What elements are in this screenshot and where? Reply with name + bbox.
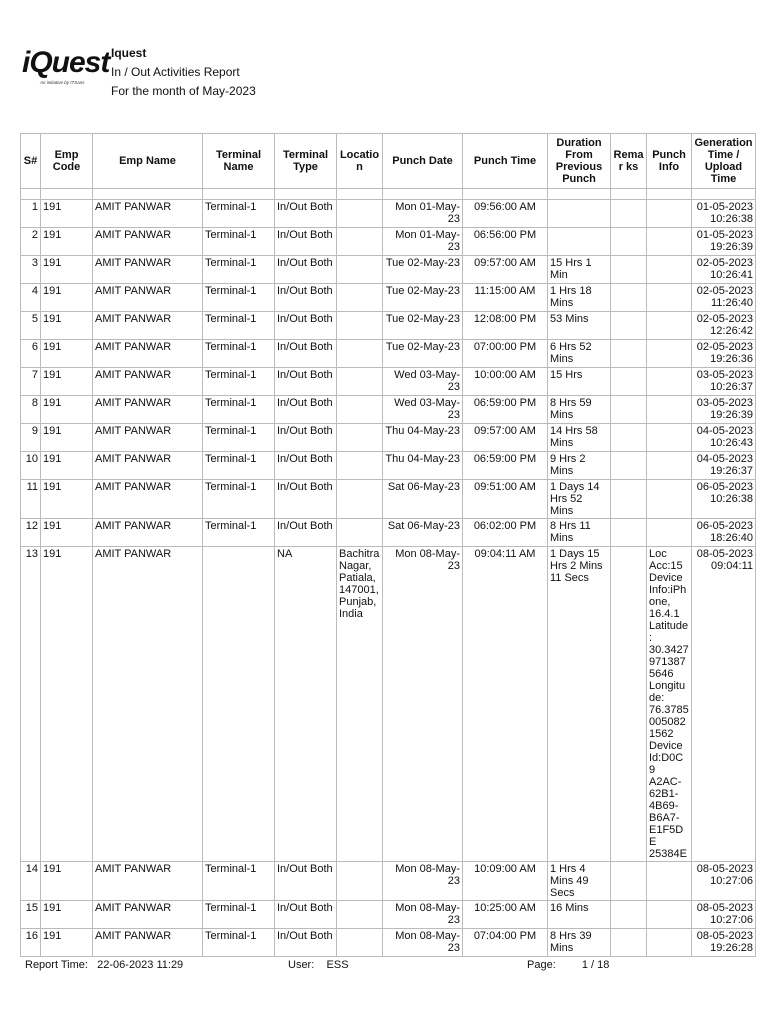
cell-remarks [611,547,647,862]
cell-location [337,519,383,547]
cell-terminal-name: Terminal-1 [203,228,275,256]
cell-emp-name: AMIT PANWAR [93,228,203,256]
cell-terminal-name: Terminal-1 [203,480,275,519]
table-row [21,929,756,957]
cell-remarks [611,424,647,452]
cell-generation-time: 02-05-2023 10:26:41 [692,256,756,284]
header-spacer [21,189,756,200]
cell-terminal-type: In/Out Both [275,929,337,957]
cell-emp-code: 191 [41,312,93,340]
cell-punch-date: Mon 08-May-23 [383,862,463,901]
cell-terminal-name: Terminal-1 [203,312,275,340]
cell-punch-time: 12:08:00 PM [463,312,548,340]
cell-remarks [611,862,647,901]
cell-duration: 16 Mins [548,901,611,929]
cell-location [337,256,383,284]
report-period: For the month of May-2023 [111,84,256,98]
cell-location [337,480,383,519]
cell-emp-name: AMIT PANWAR [93,340,203,368]
cell-duration: 9 Hrs 2 Mins [548,452,611,480]
cell-punch-time: 09:57:00 AM [463,256,548,284]
cell-punch-date: Mon 08-May-23 [383,547,463,862]
cell-punch-info [647,519,692,547]
cell-emp-code: 191 [41,256,93,284]
cell-remarks [611,901,647,929]
cell-punch-time: 06:56:00 PM [463,228,548,256]
cell-terminal-type: In/Out Both [275,200,337,228]
logo-tagline: An initiative by ITSans [40,80,85,85]
table-row [21,200,756,228]
cell-punch-date: Wed 03-May-23 [383,396,463,424]
cell-terminal-type: In/Out Both [275,862,337,901]
cell-generation-time: 08-05-2023 10:27:06 [692,901,756,929]
cell-generation-time: 02-05-2023 11:26:40 [692,284,756,312]
cell-punch-date: Tue 02-May-23 [383,340,463,368]
table-row [21,368,756,396]
cell-generation-time: 04-05-2023 10:26:43 [692,424,756,452]
cell-emp-name: AMIT PANWAR [93,200,203,228]
cell-punch-info [647,200,692,228]
cell-sn: 16 [21,929,41,957]
col-header-duration: Duration From Previous Punch [548,134,611,189]
cell-punch-info [647,368,692,396]
cell-duration: 1 Hrs 4 Mins 49 Secs [548,862,611,901]
cell-terminal-type: In/Out Both [275,256,337,284]
cell-emp-name: AMIT PANWAR [93,480,203,519]
cell-emp-code: 191 [41,284,93,312]
col-header-punch-time: Punch Time [463,134,548,189]
cell-sn: 3 [21,256,41,284]
col-header-remarks: Remar ks [611,134,647,189]
cell-punch-date: Thu 04-May-23 [383,424,463,452]
cell-punch-info [647,228,692,256]
cell-terminal-name: Terminal-1 [203,200,275,228]
col-header-punch-date: Punch Date [383,134,463,189]
cell-emp-name: AMIT PANWAR [93,452,203,480]
cell-emp-code: 191 [41,368,93,396]
cell-duration: 1 Days 15 Hrs 2 Mins 11 Secs [548,547,611,862]
footer-user [288,959,349,971]
cell-punch-time: 07:04:00 PM [463,929,548,957]
cell-sn: 14 [21,862,41,901]
cell-punch-time: 09:56:00 AM [463,200,548,228]
cell-generation-time: 08-05-2023 19:26:28 [692,929,756,957]
table-row [21,547,756,862]
cell-terminal-name: Terminal-1 [203,862,275,901]
cell-terminal-name: Terminal-1 [203,284,275,312]
cell-terminal-name [203,547,275,862]
page-value: 1 / 18 [581,959,610,971]
cell-emp-code: 191 [41,519,93,547]
cell-sn: 9 [21,424,41,452]
cell-punch-info [647,256,692,284]
cell-punch-date: Mon 08-May-23 [383,929,463,957]
cell-emp-code: 191 [41,228,93,256]
cell-terminal-name: Terminal-1 [203,368,275,396]
report-title: In / Out Activities Report [111,65,240,79]
cell-remarks [611,312,647,340]
col-header-generation-time: Generation Time / Upload Time [692,134,756,189]
cell-punch-time: 09:57:00 AM [463,424,548,452]
table-row [21,452,756,480]
cell-terminal-name: Terminal-1 [203,396,275,424]
cell-generation-time: 02-05-2023 19:26:36 [692,340,756,368]
cell-punch-time: 09:04:11 AM [463,547,548,862]
table-row [21,228,756,256]
cell-remarks [611,200,647,228]
cell-emp-code: 191 [41,862,93,901]
cell-location [337,200,383,228]
cell-remarks [611,480,647,519]
table-row [21,312,756,340]
cell-sn: 4 [21,284,41,312]
col-header-sn: S# [21,134,41,189]
cell-terminal-name: Terminal-1 [203,929,275,957]
cell-duration: 8 Hrs 11 Mins [548,519,611,547]
cell-duration [548,200,611,228]
col-header-terminal-type: Terminal Type [275,134,337,189]
cell-sn: 6 [21,340,41,368]
cell-sn: 1 [21,200,41,228]
cell-terminal-name: Terminal-1 [203,519,275,547]
cell-location: Bachitra Nagar, Patiala, 147001, Punjab, India [337,547,383,862]
cell-sn: 11 [21,480,41,519]
cell-emp-name: AMIT PANWAR [93,929,203,957]
cell-emp-name: AMIT PANWAR [93,862,203,901]
cell-punch-time: 10:09:00 AM [463,862,548,901]
cell-sn: 12 [21,519,41,547]
cell-punch-date: Tue 02-May-23 [383,312,463,340]
cell-location [337,862,383,901]
cell-emp-name: AMIT PANWAR [93,547,203,862]
col-header-location: Location [337,134,383,189]
cell-terminal-type: In/Out Both [275,901,337,929]
cell-punch-date: Thu 04-May-23 [383,452,463,480]
report-time-value: 22-06-2023 11:29 [97,959,184,971]
table-row [21,256,756,284]
col-header-emp-name: Emp Name [93,134,203,189]
cell-emp-code: 191 [41,452,93,480]
cell-punch-info [647,340,692,368]
cell-remarks [611,396,647,424]
cell-duration: 6 Hrs 52 Mins [548,340,611,368]
cell-terminal-name: Terminal-1 [203,424,275,452]
cell-punch-time: 06:59:00 PM [463,396,548,424]
cell-emp-code: 191 [41,547,93,862]
cell-emp-code: 191 [41,396,93,424]
table-row [21,424,756,452]
cell-emp-name: AMIT PANWAR [93,284,203,312]
cell-emp-code: 191 [41,340,93,368]
cell-punch-time: 10:25:00 AM [463,901,548,929]
table-header-row [21,134,756,189]
cell-emp-code: 191 [41,424,93,452]
cell-remarks [611,929,647,957]
cell-generation-time: 08-05-2023 10:27:06 [692,862,756,901]
cell-emp-name: AMIT PANWAR [93,256,203,284]
cell-remarks [611,256,647,284]
cell-sn: 7 [21,368,41,396]
cell-punch-date: Tue 02-May-23 [383,284,463,312]
col-header-emp-code: Emp Code [41,134,93,189]
table-row [21,340,756,368]
cell-emp-code: 191 [41,929,93,957]
cell-generation-time: 06-05-2023 10:26:38 [692,480,756,519]
cell-remarks [611,284,647,312]
cell-punch-info [647,284,692,312]
cell-generation-time: 01-05-2023 19:26:39 [692,228,756,256]
cell-terminal-type: NA [275,547,337,862]
cell-location [337,396,383,424]
report-time-label: Report Time: [25,959,88,971]
cell-punch-date: Mon 08-May-23 [383,901,463,929]
cell-terminal-name: Terminal-1 [203,452,275,480]
cell-duration [548,228,611,256]
table-row [21,901,756,929]
cell-terminal-type: In/Out Both [275,340,337,368]
cell-terminal-name: Terminal-1 [203,256,275,284]
cell-remarks [611,519,647,547]
cell-generation-time: 08-05-2023 09:04:11 [692,547,756,862]
cell-remarks [611,368,647,396]
cell-generation-time: 03-05-2023 19:26:39 [692,396,756,424]
cell-punch-date: Tue 02-May-23 [383,256,463,284]
cell-remarks [611,340,647,368]
cell-emp-code: 191 [41,480,93,519]
cell-location [337,929,383,957]
col-header-punch-info: Punch Info [647,134,692,189]
footer-page [527,959,609,971]
cell-sn: 2 [21,228,41,256]
cell-terminal-type: In/Out Both [275,368,337,396]
cell-punch-info [647,312,692,340]
cell-duration: 8 Hrs 59 Mins [548,396,611,424]
cell-punch-time: 10:00:00 AM [463,368,548,396]
cell-duration: 1 Days 14 Hrs 52 Mins [548,480,611,519]
cell-sn: 10 [21,452,41,480]
user-label: User: [288,959,315,971]
table-row [21,862,756,901]
logo-wordmark: iQuest [22,46,110,79]
cell-punch-info [647,452,692,480]
cell-location [337,312,383,340]
cell-generation-time: 03-05-2023 10:26:37 [692,368,756,396]
cell-punch-date: Sat 06-May-23 [383,519,463,547]
cell-location [337,340,383,368]
cell-generation-time: 01-05-2023 10:26:38 [692,200,756,228]
cell-sn: 5 [21,312,41,340]
cell-emp-name: AMIT PANWAR [93,901,203,929]
cell-terminal-type: In/Out Both [275,519,337,547]
report-header [111,44,256,101]
cell-sn: 13 [21,547,41,862]
cell-terminal-name: Terminal-1 [203,340,275,368]
cell-punch-time: 06:02:00 PM [463,519,548,547]
cell-punch-info [647,929,692,957]
cell-generation-time: 06-05-2023 18:26:40 [692,519,756,547]
cell-duration: 53 Mins [548,312,611,340]
cell-terminal-type: In/Out Both [275,312,337,340]
cell-punch-time: 09:51:00 AM [463,480,548,519]
cell-punch-info [647,901,692,929]
cell-emp-name: AMIT PANWAR [93,312,203,340]
cell-duration: 15 Hrs 1 Min [548,256,611,284]
cell-generation-time: 04-05-2023 19:26:37 [692,452,756,480]
page-label: Page: [527,959,556,971]
cell-emp-code: 191 [41,901,93,929]
table-row [21,284,756,312]
cell-punch-date: Mon 01-May-23 [383,228,463,256]
cell-sn: 15 [21,901,41,929]
cell-punch-info [647,480,692,519]
cell-punch-info [647,424,692,452]
user-value: ESS [326,959,349,971]
col-header-terminal-name: Terminal Name [203,134,275,189]
cell-punch-date: Wed 03-May-23 [383,368,463,396]
cell-duration: 1 Hrs 18 Mins [548,284,611,312]
cell-punch-info: Loc Acc:15 Device Info:iPh one, 16.4.1 Latitude : 30.3427 971387 5646 Longitu de: 76.3785 005082 1562 Device Id:D0C9 A2AC- 62B1- 4B69- B6A7- E1F5DE 25384E [647,547,692,862]
cell-emp-name: AMIT PANWAR [93,519,203,547]
cell-terminal-type: In/Out Both [275,228,337,256]
cell-terminal-type: In/Out Both [275,424,337,452]
cell-location [337,901,383,929]
cell-location [337,228,383,256]
cell-punch-info [647,396,692,424]
cell-location [337,368,383,396]
cell-location [337,452,383,480]
cell-punch-date: Mon 01-May-23 [383,200,463,228]
iquest-logo [22,44,112,94]
cell-remarks [611,228,647,256]
org-name: Iquest [111,46,147,60]
footer-report-time [25,959,183,971]
cell-punch-info [647,862,692,901]
table-row [21,480,756,519]
table-row [21,519,756,547]
cell-emp-name: AMIT PANWAR [93,424,203,452]
cell-punch-time: 11:15:00 AM [463,284,548,312]
cell-remarks [611,452,647,480]
cell-generation-time: 02-05-2023 12:26:42 [692,312,756,340]
cell-location [337,424,383,452]
cell-emp-name: AMIT PANWAR [93,368,203,396]
cell-duration: 8 Hrs 39 Mins [548,929,611,957]
cell-punch-date: Sat 06-May-23 [383,480,463,519]
cell-location [337,284,383,312]
cell-punch-time: 07:00:00 PM [463,340,548,368]
cell-terminal-type: In/Out Both [275,396,337,424]
activities-table [20,133,756,957]
cell-sn: 8 [21,396,41,424]
cell-terminal-type: In/Out Both [275,284,337,312]
table-row [21,396,756,424]
cell-punch-time: 06:59:00 PM [463,452,548,480]
cell-emp-name: AMIT PANWAR [93,396,203,424]
cell-terminal-name: Terminal-1 [203,901,275,929]
cell-duration: 15 Hrs [548,368,611,396]
cell-terminal-type: In/Out Both [275,452,337,480]
cell-duration: 14 Hrs 58 Mins [548,424,611,452]
cell-emp-code: 191 [41,200,93,228]
cell-terminal-type: In/Out Both [275,480,337,519]
